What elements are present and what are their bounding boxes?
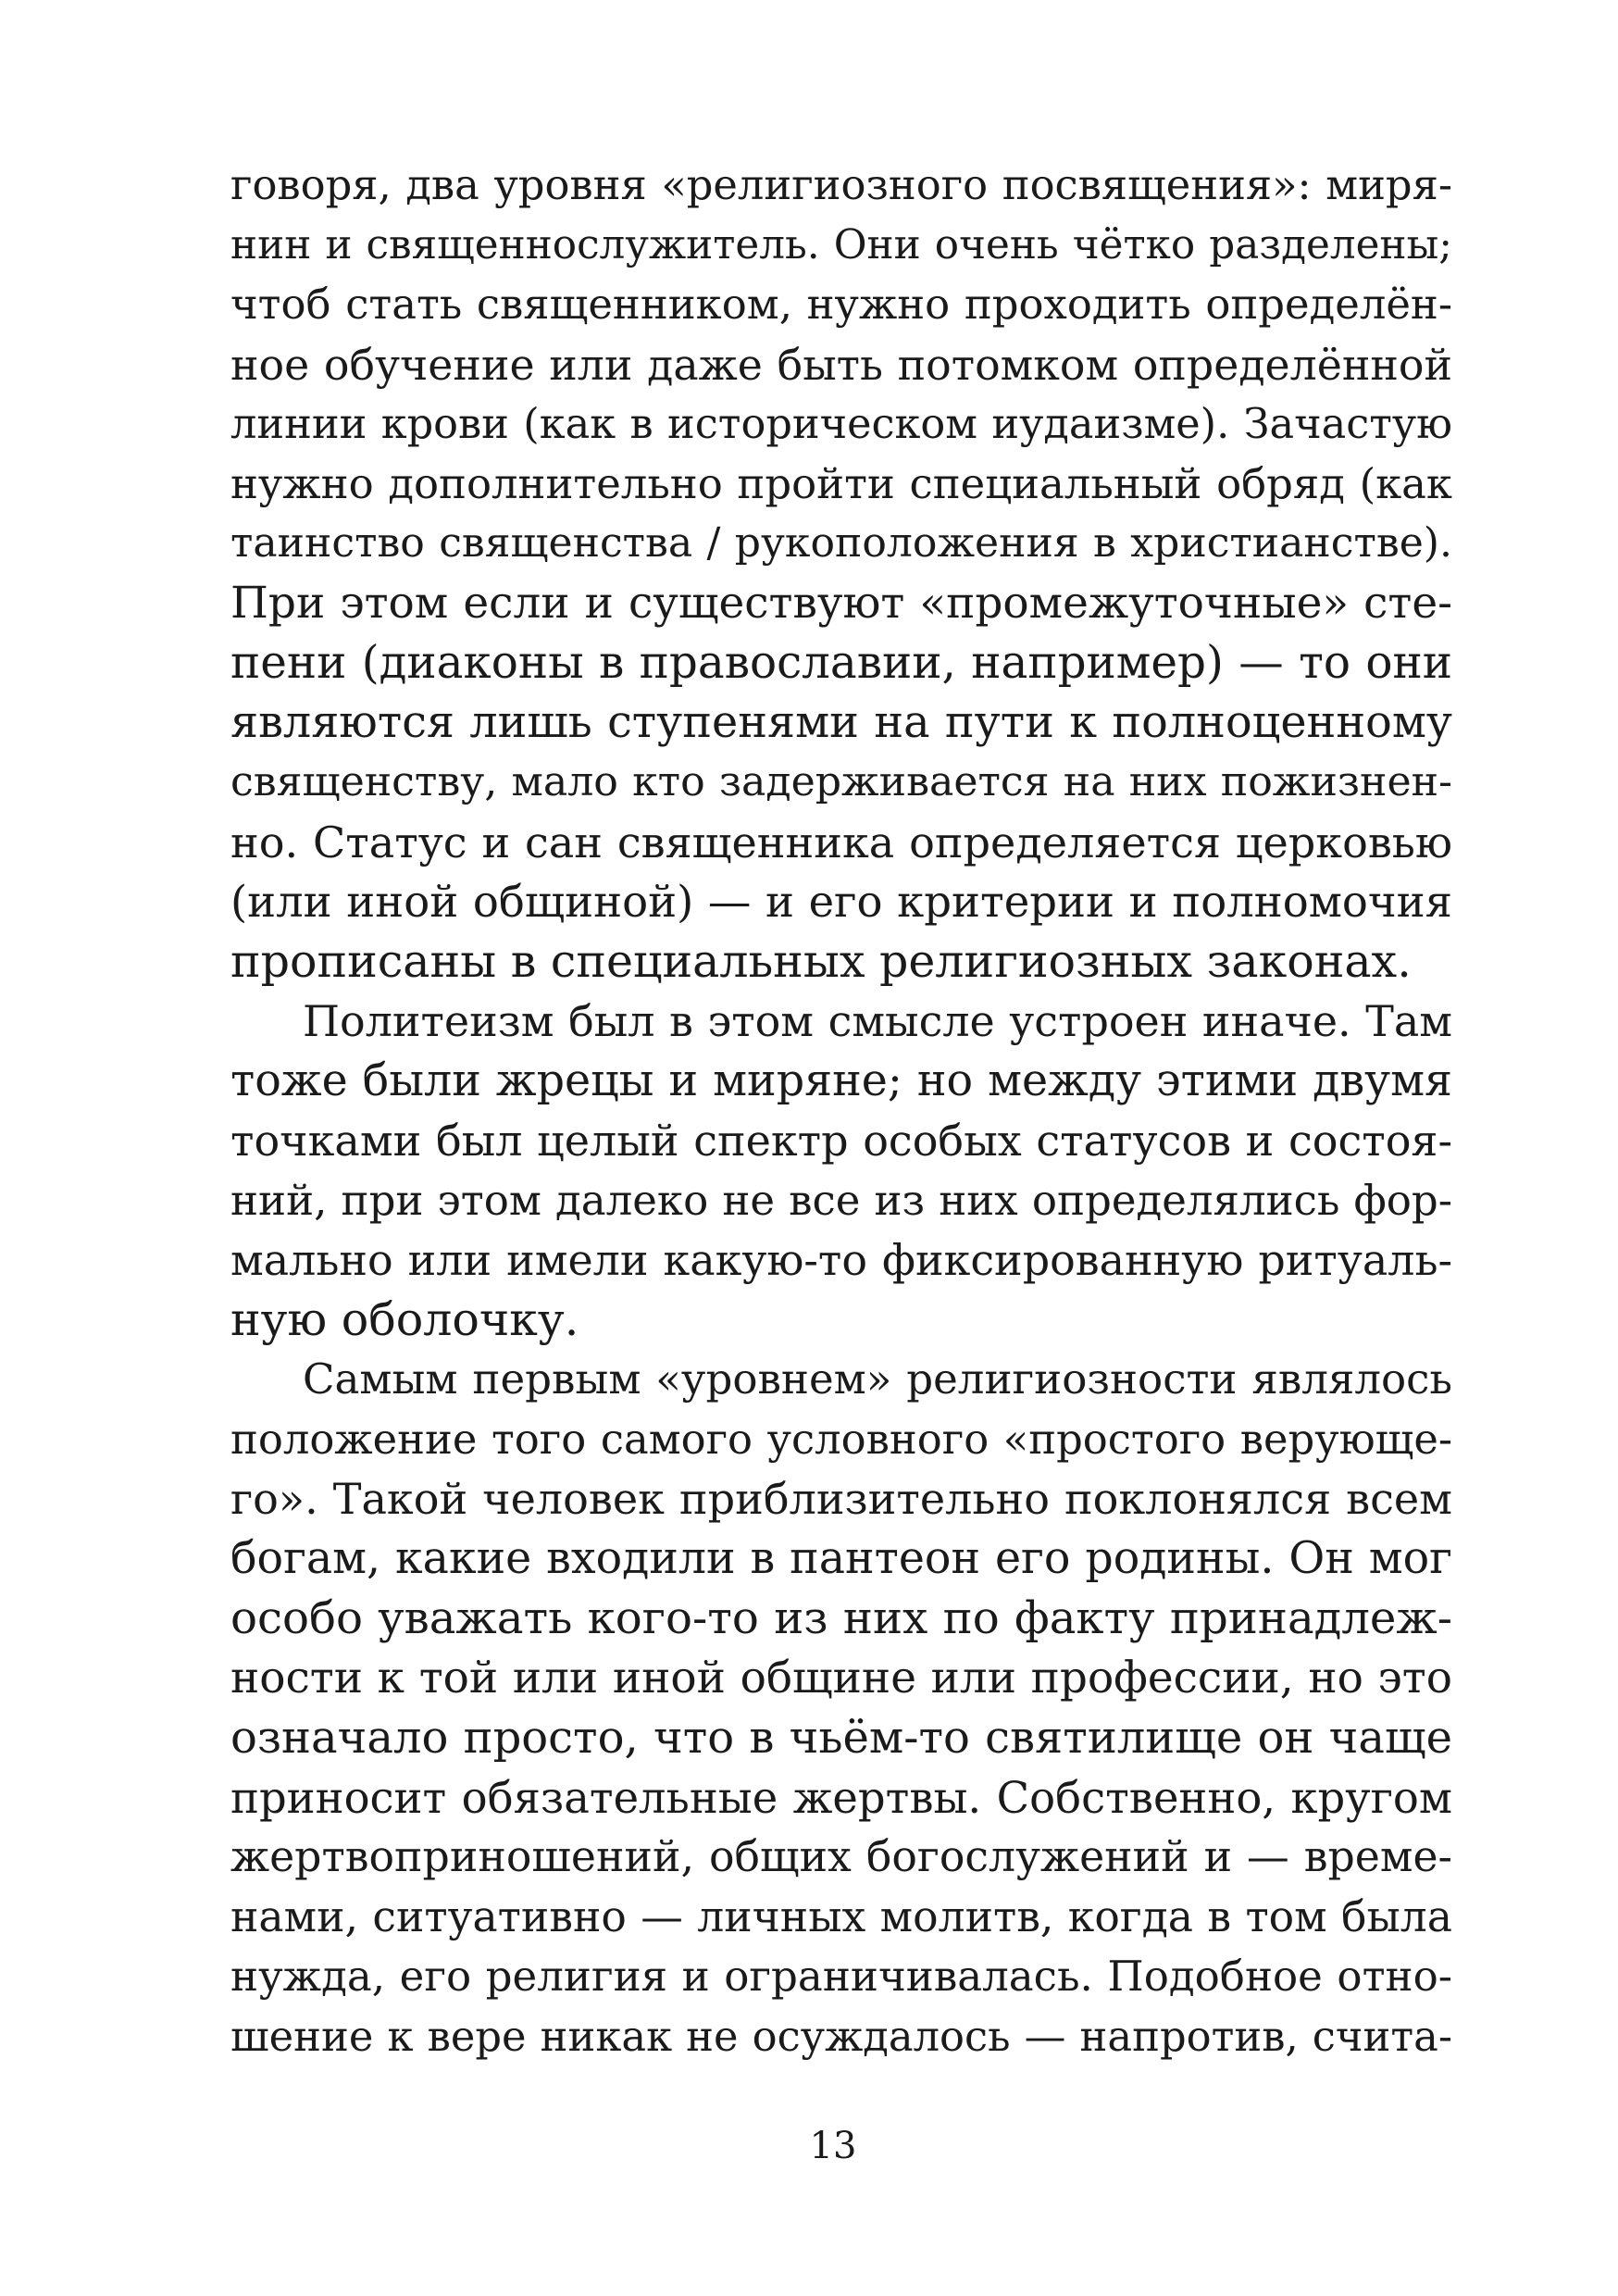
text-line: линии крови (как в историческом иудаизме). Зачастую <box>230 400 1452 448</box>
text-line: означало просто, что в чьём-то святилище он чаще <box>230 1712 1452 1764</box>
text-line: Самым первым «уровнем» религиозности являлось <box>303 1354 1452 1404</box>
text-line: тоже были жрецы и миряне; но между этими двумя <box>230 1054 1452 1106</box>
text-line: нужда, его религия и ограничивалась. Подобное отно- <box>230 1952 1452 2001</box>
text-line: шение к вере никак не осуждалось — напротив, счита- <box>230 2011 1452 2061</box>
text-line: (или иной общиной) — и его критерии и полномочия <box>230 877 1452 927</box>
paragraph <box>230 156 1452 992</box>
text-line: ное обучение или даже быть потомком определённой <box>230 339 1452 390</box>
text-line: Политеизм был в этом смысле устроен иначе. Там <box>303 996 1452 1046</box>
page-number: 13 <box>809 2125 857 2167</box>
text-line: мально или имели какую-то фиксированную ритуаль- <box>230 1235 1452 1285</box>
text-line: особо уважать кого-то из них по факту принадлеж- <box>230 1592 1452 1644</box>
text-line: приносит обязательные жертвы. Собственно, кругом <box>230 1772 1452 1823</box>
text-line: священству, мало кто задерживается на них пожизнен- <box>230 758 1452 805</box>
text-line: положение того самого условного «простого верующе- <box>230 1414 1452 1464</box>
text-line: ности к той или иной общине или профессии, но это <box>230 1652 1452 1703</box>
text-line: точками был целый спектр особых статусов и состоя- <box>230 1116 1452 1166</box>
paragraph <box>230 1350 1452 2066</box>
text-line: жертвоприношений, общих богослужений и — време- <box>230 1832 1452 1881</box>
text-line: таинство священства / рукоположения в христианстве). <box>230 519 1452 567</box>
text-line: ную оболочку. <box>230 1292 579 1346</box>
text-line: пени (диаконы в православии, например) — то они <box>230 637 1452 689</box>
text-line: говоря, два уровня «религиозного посвящения»: миря- <box>230 160 1452 209</box>
text-line: го». Такой человек приблизительно поклонялся всем <box>230 1474 1452 1524</box>
text-line: нужно дополнительно пройти специальный обряд (как <box>230 458 1452 508</box>
text-line: ний, при этом далеко не все из них определялись фор- <box>230 1175 1452 1225</box>
text-line: чтоб стать священником, нужно проходить определён- <box>230 280 1452 329</box>
text-line: богам, какие входили в пантеон его родины. Он мог <box>230 1532 1452 1584</box>
text-line: являются лишь ступенями на пути к полноценному <box>230 696 1452 748</box>
text-line: нин и священнослужитель. Они очень чётко разделены; <box>230 220 1452 268</box>
text-line: но. Статус и сан священника определяется церковью <box>230 817 1452 867</box>
text-line: При этом если и существуют «промежуточные» сте- <box>230 577 1452 629</box>
text-line: нами, ситуативно — личных молитв, когда в том была <box>230 1891 1452 1941</box>
paragraph <box>230 992 1452 1350</box>
text-line: прописаны в специальных религиозных законах. <box>230 934 1412 988</box>
body-text <box>230 156 1452 2066</box>
